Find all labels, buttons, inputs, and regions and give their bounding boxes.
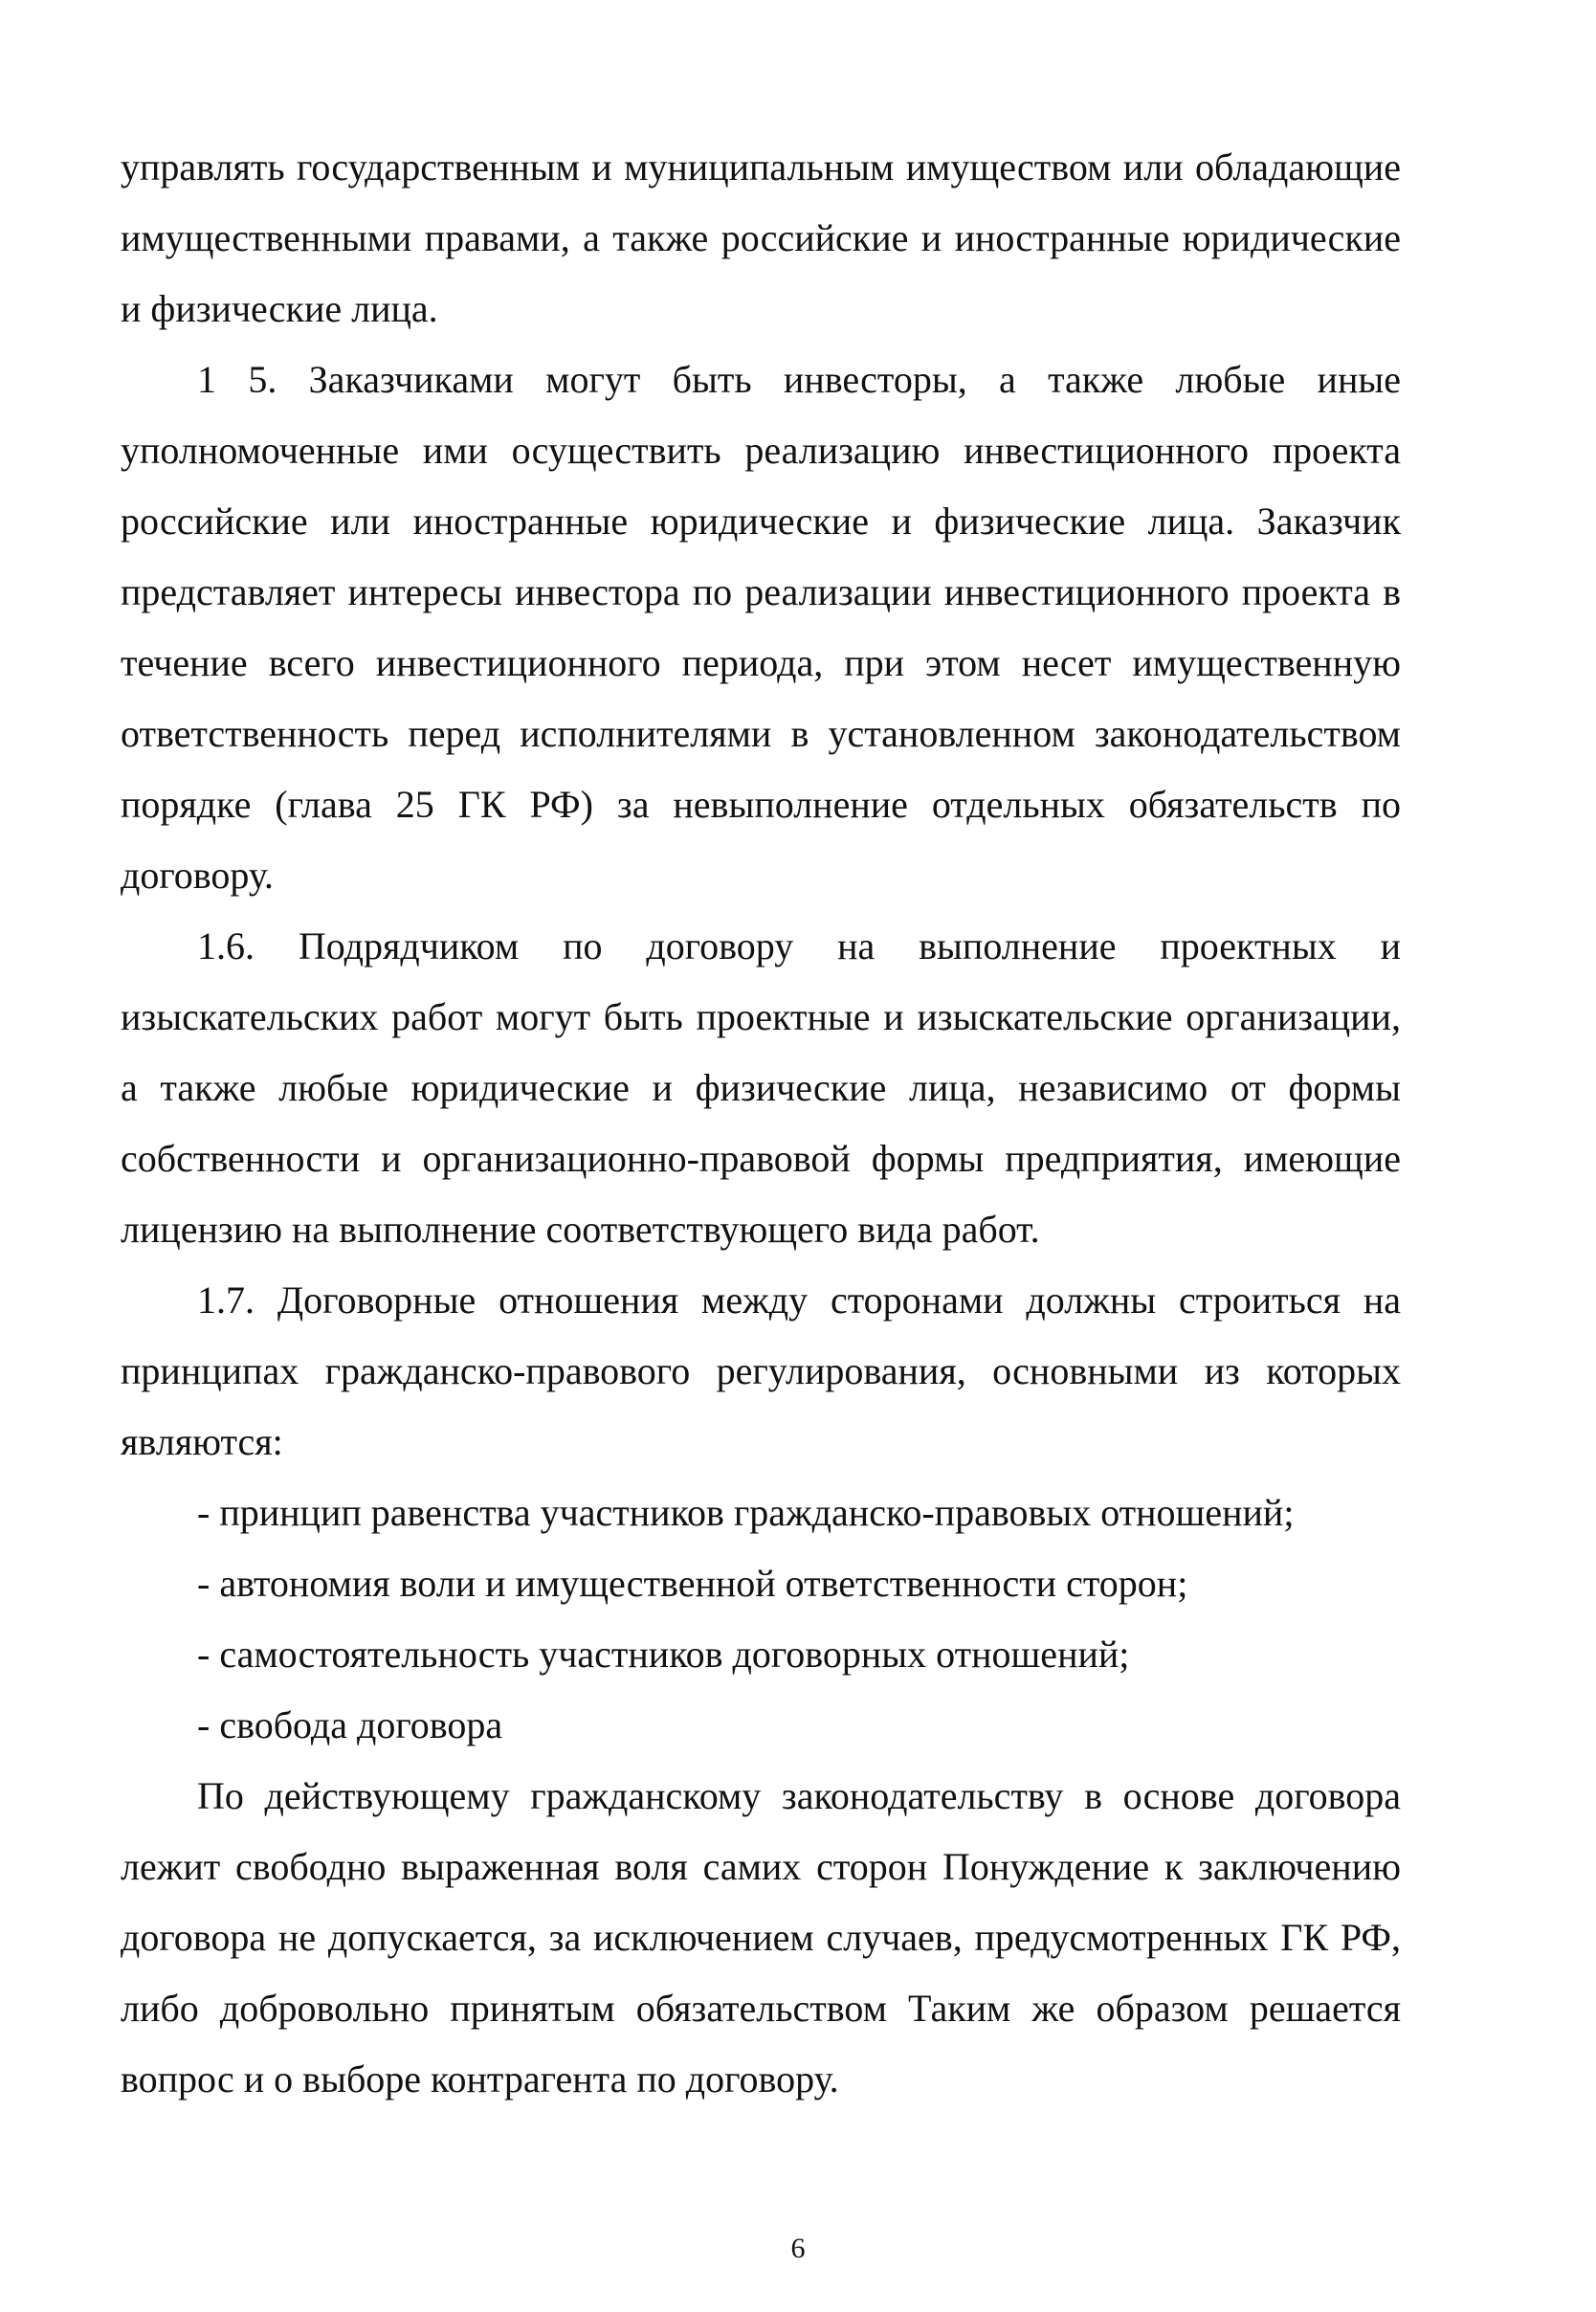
- list-item: - свобода договора: [197, 1703, 503, 1746]
- page-number: 6: [790, 2233, 806, 2264]
- paragraph-1-5: 1 5. Заказчиками могут быть инвесторы, а также любые иные уполномоченные ими осуществить реализацию инвестиционного проекта российские или иностранные юридические и физические лица. Заказчик представляет интересы инвестора по реализации инвестиционного проекта в течение всего инвестиционного периода, при этом несет имущественную ответственность перед исполнителями в установленном законодательством порядке (глава 25 ГК РФ) за невыполнение отдельных обязательств по договору.: [121, 358, 1401, 897]
- principles-list: [121, 1478, 1401, 1761]
- paragraph-1-6: 1.6. Подрядчиком по договору на выполнение проектных и изыскательских работ могут быть проектные и изыскательские организации, а также любые юридические и физические лица, независимо от формы собственности и организационно-правовой формы предприятия, имеющие лицензию на выполнение соответствующего вида работ.: [121, 924, 1401, 1251]
- document-body: [121, 132, 1401, 2115]
- paragraph-1-7: 1.7. Договорные отношения между сторонами должны строиться на принципах гражданско-правового регулирования, основными из которых являются:: [121, 1278, 1401, 1463]
- list-item: - принцип равенства участников гражданско-правовых отношений;: [197, 1491, 1295, 1534]
- list-item: - самостоятельность участников договорных отношений;: [197, 1633, 1130, 1676]
- closing-paragraph: По действующему гражданскому законодательству в основе договора лежит свободно выраженная воля самих сторон Понуждение к заключению договора не допускается, за исключением случаев, предусмотренных ГК РФ, либо добровольно принятым обязательством Таким же образом решается вопрос и о выборе контрагента по договору.: [121, 1774, 1401, 2101]
- paragraph-continuation: управлять государственным и муниципальным имуществом или обладающие имущественными правами, а также российские и иностранные юридические и физические лица.: [121, 145, 1401, 330]
- list-item: - автономия воли и имущественной ответственности сторон;: [197, 1562, 1188, 1605]
